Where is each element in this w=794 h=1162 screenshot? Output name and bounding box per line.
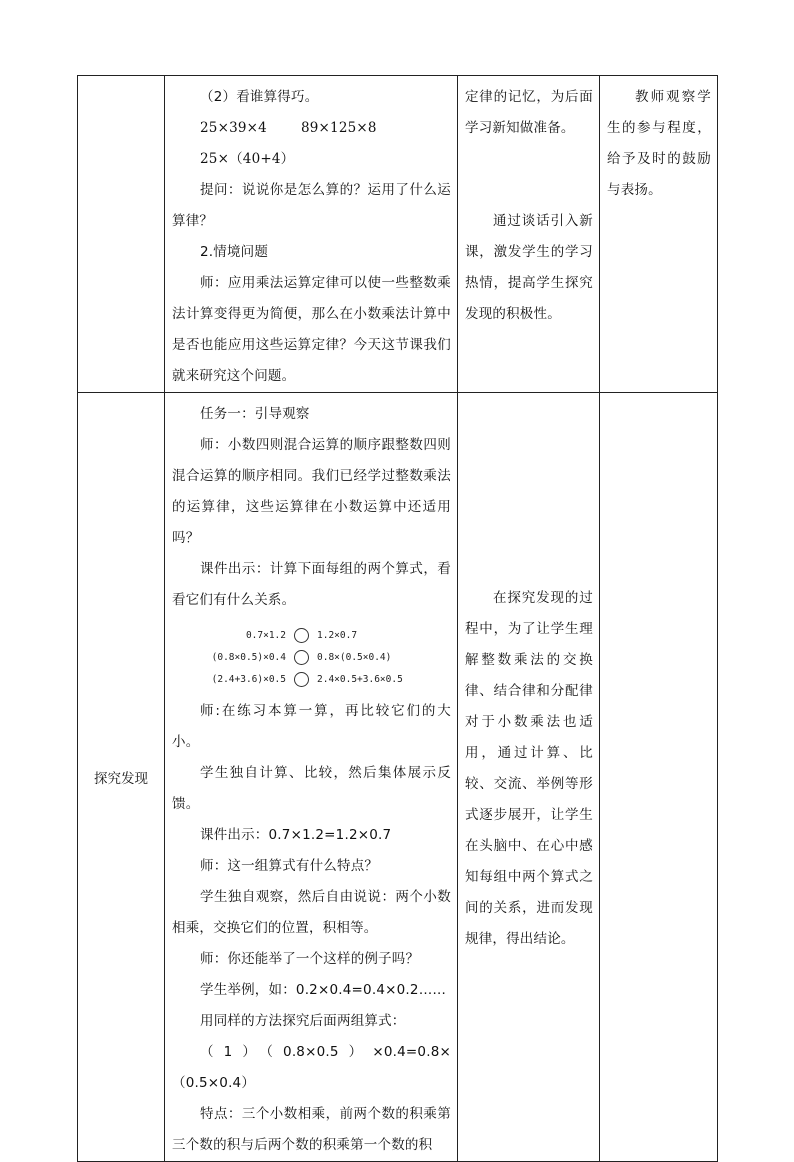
evaluation-paragraph: 教师观察学生的参与程度，给予及时的鼓励与表扬。	[607, 89, 711, 198]
content-paragraph: 用同样的方法探究后面两组算式：	[200, 1013, 406, 1029]
content-paragraph: （2）看谁算得巧。	[200, 89, 319, 105]
stage-cell	[78, 393, 165, 1162]
compare-circle-blank[interactable]	[294, 672, 309, 687]
content-paragraph: 师:在练习本算一算，再比较它们的大小。	[172, 703, 451, 750]
stage-cell	[78, 76, 165, 393]
content-paragraph: 课件出示：0.7×1.2=1.2×0.7	[200, 827, 392, 843]
content-paragraph: 课件出示：计算下面每组的两个算式，看看它们有什么关系。	[172, 561, 451, 608]
comparison-right: 1.2×0.7	[317, 629, 358, 641]
content-paragraph: 提问：说说你是怎么算的？运用了什么运算律？	[172, 182, 451, 229]
table-row	[78, 76, 718, 393]
content-cell	[165, 393, 458, 1162]
content-paragraph: 师：小数四则混合运算的顺序跟整数四则混合运算的顺序相同。我们已经学过整数乘法的运算律，这些运算律在小数运算中还适用吗？	[172, 437, 451, 546]
expression: 25×（40+4）	[200, 151, 295, 167]
content-paragraph: 学生独自观察，然后自由说说：两个小数相乘，交换它们的位置，积相等。	[172, 889, 451, 936]
content-paragraph: （1）（0.8×0.5）×0.4=0.8×（0.5×0.4）	[172, 1044, 451, 1091]
comparison-right: 2.4×0.5+3.6×0.5	[317, 673, 403, 685]
intent-cell	[458, 393, 600, 1162]
intent-paragraph: 在探究发现的过程中，为了让学生理解整数乘法的交换律、结合律和分配律对于小数乘法也适用，通过计算、比较、交流、举例等形式逐步展开，让学生在头脑中、在心中感知每组中两个算式之间的关系，进而发现规律，得出结论。	[465, 590, 593, 947]
expression: 89×125×8	[300, 120, 377, 136]
intent-cell	[458, 76, 600, 393]
content-paragraph: 任务一：引导观察	[200, 406, 310, 422]
comparison-right: 0.8×(0.5×0.4)	[317, 651, 392, 663]
compare-circle-blank[interactable]	[294, 650, 309, 665]
expression: 25×39×4	[200, 120, 267, 136]
intent-paragraph: 通过谈话引入新课，激发学生的学习热情，提高学生探究发现的积极性。	[465, 213, 593, 322]
comparison-row	[172, 668, 451, 690]
lesson-plan-table	[77, 75, 718, 1162]
comparison-left: (2.4+3.6)×0.5	[211, 673, 286, 685]
content-cell	[165, 76, 458, 393]
comparison-exercise	[172, 624, 451, 690]
content-paragraph: 师：这一组算式有什么特点？	[200, 858, 379, 874]
expression-line	[172, 113, 451, 144]
comparison-left: 0.7×1.2	[245, 629, 286, 641]
content-paragraph: 学生举例，如：0.2×0.4=0.4×0.2……	[200, 982, 447, 998]
intent-paragraph: 定律的记忆，为后面学习新知做准备。	[465, 89, 593, 136]
content-paragraph: 特点：三个小数相乘，前两个数的积乘第三个数的积与后两个数的积乘第一个数的积	[172, 1106, 451, 1153]
content-paragraph: 2.情境问题	[200, 244, 269, 260]
comparison-left: (0.8×0.5)×0.4	[211, 651, 286, 663]
comparison-row	[172, 624, 451, 646]
compare-circle-blank[interactable]	[294, 628, 309, 643]
evaluation-cell	[600, 76, 718, 393]
stage-label: 探究发现	[94, 771, 148, 787]
stage-label	[78, 76, 164, 392]
evaluation-cell	[600, 393, 718, 1162]
content-paragraph: 学生独自计算、比较，然后集体展示反馈。	[172, 765, 451, 812]
content-paragraph: 师：应用乘法运算定律可以使一些整数乘法计算变得更为简便，那么在小数乘法计算中是否也能应用这些运算定律？今天这节课我们就来研究这个问题。	[172, 275, 451, 384]
content-paragraph: 师：你还能举了一个这样的例子吗？	[200, 951, 420, 967]
table-row	[78, 393, 718, 1162]
comparison-row	[172, 646, 451, 668]
